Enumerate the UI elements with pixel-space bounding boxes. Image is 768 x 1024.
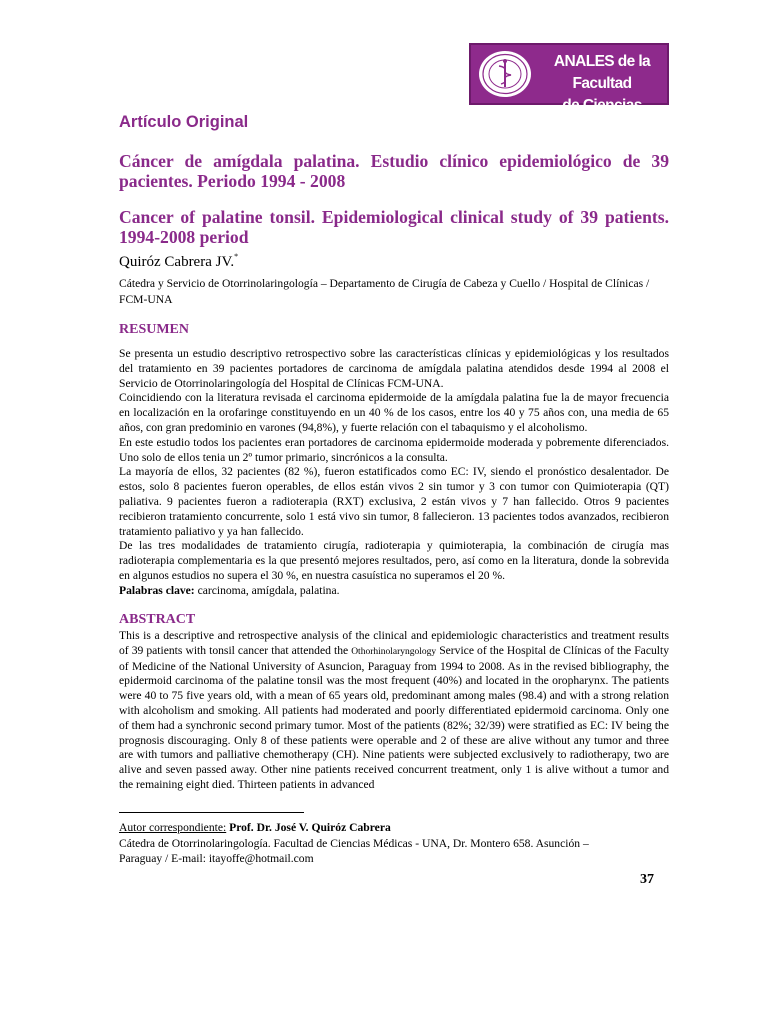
abstract-body (119, 629, 669, 793)
footnote-line2: Cátedra de Otorrinolaringología. Facultad de Ciencias Médicas - UNA, Dr. Montero 658. Asunción – (119, 836, 589, 850)
affiliation: Cátedra y Servicio de Otorrinolaringología – Departamento de Cirugía de Cabeza y Cuello / Hospital de Clínicas / FCM-UNA (119, 277, 650, 306)
journal-name-line1: ANALES de la Facultad (553, 53, 651, 92)
title-english: Cancer of palatine tonsil. Epidemiological clinical study of 39 patients. 1994-2008 period (119, 207, 669, 247)
author-footnote-mark: * (234, 252, 239, 261)
footnote-label: Autor correspondiente: (119, 821, 227, 834)
footnote-line3: Paraguay / E-mail: itayoffe@hotmail.com (119, 852, 314, 866)
footnote-line1 (119, 820, 669, 836)
corresponding-author-footnote (119, 820, 669, 867)
journal-banner (469, 43, 669, 136)
author-name: Quiróz Cabrera JV. (119, 254, 235, 270)
abstract-paragraph (119, 629, 669, 793)
keywords-line (119, 584, 669, 599)
abstract-text-start: This is a descriptive and retrospective analysis of the clinical and epidemiologic characteristics and treatment results of 39 patients with tonsil cancer that attended the (119, 629, 669, 657)
university-seal-icon (477, 49, 533, 99)
footnote-author-name: Prof. Dr. José V. Quiróz Cabrera (226, 821, 391, 834)
journal-name-line2: de Ciencias Médicas (562, 97, 642, 136)
keywords: carcinoma, amígdala, palatina. (194, 583, 340, 597)
title-spanish: Cáncer de amígdala palatina. Estudio clínico epidemiológico de 39 pacientes. Periodo 1994 - 2008 (119, 151, 669, 191)
resumen-paragraph: La mayoría de ellos, 32 pacientes (82 %), fueron estatificados como EC: IV, siendo el pronóstico desalentador. De estos, solo 8 pacientes fueron operables, de ellos están vivos 2 sin tumor y 3 con tumor con Quimioterapia (QT) paliativa. 9 pacientes fueron a radioterapia (RXT) exclusiva, 2 están vivos y 7 han fallecido. Otros 9 pacientes recibieron tratamiento concurrente, solo 1 está vivo sin tumor, 8 fallecieron. 13 pacientes todos avanzados, recibieron tratamiento paliativo y ya han fallecido. (119, 465, 669, 538)
abstract-text-rest: Service of the Hospital de Clínicas of the Faculty of Medicine of the National University of Asuncion, Paraguay from 1994 to 2008. As in the revised bibliography, the epidermoid carcinoma of the palatine tonsil was the most frequent (40%) and located in the oropharynx. The patients were 40 to 75 five years old, with a mean of 65 years old, predominant among males (98.4) and with a strong relation with alcoholism and smoking. All patients had moderated and poorly differentiated epidermoid carcinoma. Only one of them had a synchronic second primary tumor. Most of the patients (82%; 32/39) were stratified as EC: IV being the prognosis discouraging. Only 8 of these patients were operable and 2 of these are alive without any tumor and three are with tumors and palliative chemotherapy (CH). Nine patients were subjected exclusively to radiotherapy, two are alive and seven passed away. Other nine patients received concurrent treatment, only 1 is alive without a tumor and the remaining eight died. Thirteen patients in advanced (119, 643, 669, 791)
resumen-paragraph: Se presenta un estudio descriptivo retrospectivo sobre las características clínicas y epidemiológicas y los resultados del tratamiento en 39 pacientes portadores de carcinoma de amígdala palatina atendidos desde 1994 al 2008 el Servicio de Otorrinolaringología del Hospital de Clínicas FCM-UNA. (119, 347, 669, 390)
abstract-small-word: Othorhinolaryngology (351, 646, 437, 657)
article-type-label: Artículo Original (119, 113, 249, 131)
resumen-paragraph: Coincidiendo con la literatura revisada el carcinoma epidermoide de la amígdala palatina fue la de mayor frecuencia en localización en la orofaringe constituyendo en un 40 % de los casos, entre los 40 y 75 años con, una media de 65 años, con gran predominio en varones (94,8%), y fuerte relación con el tabaquismo y el alcoholismo. (119, 391, 669, 434)
abstract-heading: ABSTRACT (119, 612, 196, 627)
author-line (119, 252, 238, 271)
resumen-heading: RESUMEN (119, 322, 190, 337)
resumen-body (119, 347, 669, 599)
keywords-label: Palabras clave: (119, 583, 195, 597)
journal-name (537, 51, 667, 139)
resumen-paragraph: En este estudio todos los pacientes eran portadores de carcinoma epidermoide moderada y pobremente diferenciados. Uno solo de ellos tenia un 2º tumor primario, sincrónicos a la consulta. (119, 435, 669, 464)
page-number: 37 (640, 872, 654, 887)
footnote-divider (119, 812, 304, 813)
resumen-paragraph: De las tres modalidades de tratamiento cirugía, radioterapia y quimioterapia, la combinación de cirugía mas radioterapia complementaria es la que presentó mejores resultados, pero, así como en la literatura, donde la sobrevida en algunos estudios no supera el 30 %, en nuestra casuística no superamos el 20 %. (119, 539, 669, 582)
